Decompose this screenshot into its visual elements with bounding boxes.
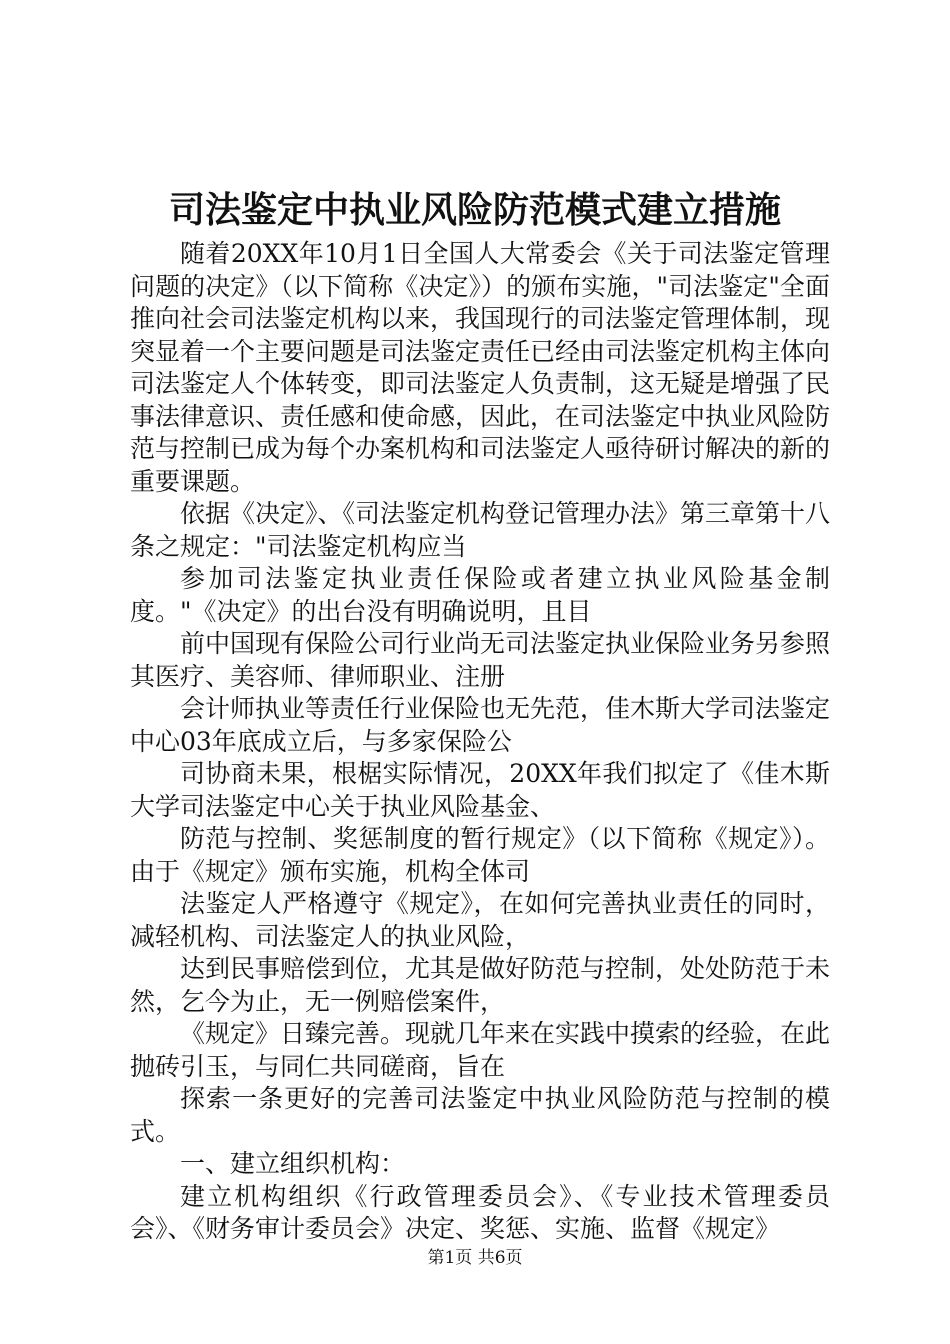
paragraph: 建立机构组织《行政管理委员会》、《专业技术管理委员会》、《财务审计委员会》决定、奖惩、实施、监督《规定》 <box>130 1181 830 1243</box>
paragraph: 法鉴定人严格遵守《规定》，在如何完善执业责任的同时，减轻机构、司法鉴定人的执业风险， <box>130 889 830 951</box>
paragraph: 司协商未果，根椐实际情况，20XX年我们拟定了《佳木斯大学司法鉴定中心关于执业风险基金、 <box>130 759 830 821</box>
paragraph: 随着20XX年10月1日全国人大常委会《关于司法鉴定管理问题的决定》（以下简称《决定》）的颁布实施，"司法鉴定"全面推向社会司法鉴定机构以来，我国现行的司法鉴定管理体制，现突显着一个主要问题是司法鉴定责任已经由司法鉴定机构主体向司法鉴定人个体转变，即司法鉴定人负责制，这无疑是增强了民事法律意识、责任感和使命感，因此，在司法鉴定中执业风险防范与控制已成为每个办案机构和司法鉴定人亟待研讨解决的新的重要课题。 <box>130 239 831 496</box>
paragraph: 《规定》日臻完善。现就几年来在实践中摸索的经验，在此抛砖引玉，与同仁共同磋商，旨在 <box>130 1019 831 1081</box>
paragraph: 依据《决定》、《司法鉴定机构登记管理办法》第三章第十八条之规定："司法鉴定机构应当 <box>130 499 831 561</box>
paragraph: 前中国现有保险公司行业尚无司法鉴定执业保险业务另参照其医疗、美容师、律师职业、注册 <box>130 629 831 691</box>
paragraph: 探索一条更好的完善司法鉴定中执业风险防范与控制的模式。 <box>130 1084 830 1146</box>
paragraph: 防范与控制、奖惩制度的暂行规定》（以下简称《规定》）。由于《规定》颁布实施，机构全体司 <box>130 824 830 886</box>
document-title: 司法鉴定中执业风险防范模式建立措施 <box>168 189 781 231</box>
section-heading: 一、建立组织机构： <box>180 1149 406 1178</box>
paragraph: 会计师执业等责任行业保险也无先范，佳木斯大学司法鉴定中心03年底成立后，与多家保险公 <box>130 694 831 756</box>
paragraph: 达到民事赔偿到位，尤其是做好防范与控制，处处防范于未然，乞今为止，无一例赔偿案件， <box>130 954 831 1016</box>
page-footer: 第1页 共6页 <box>427 1248 523 1268</box>
paragraph: 参加司法鉴定执业责任保险或者建立执业风险基金制度。"《决定》的出台没有明确说明，且目 <box>130 564 830 626</box>
document-body <box>130 238 830 1246</box>
